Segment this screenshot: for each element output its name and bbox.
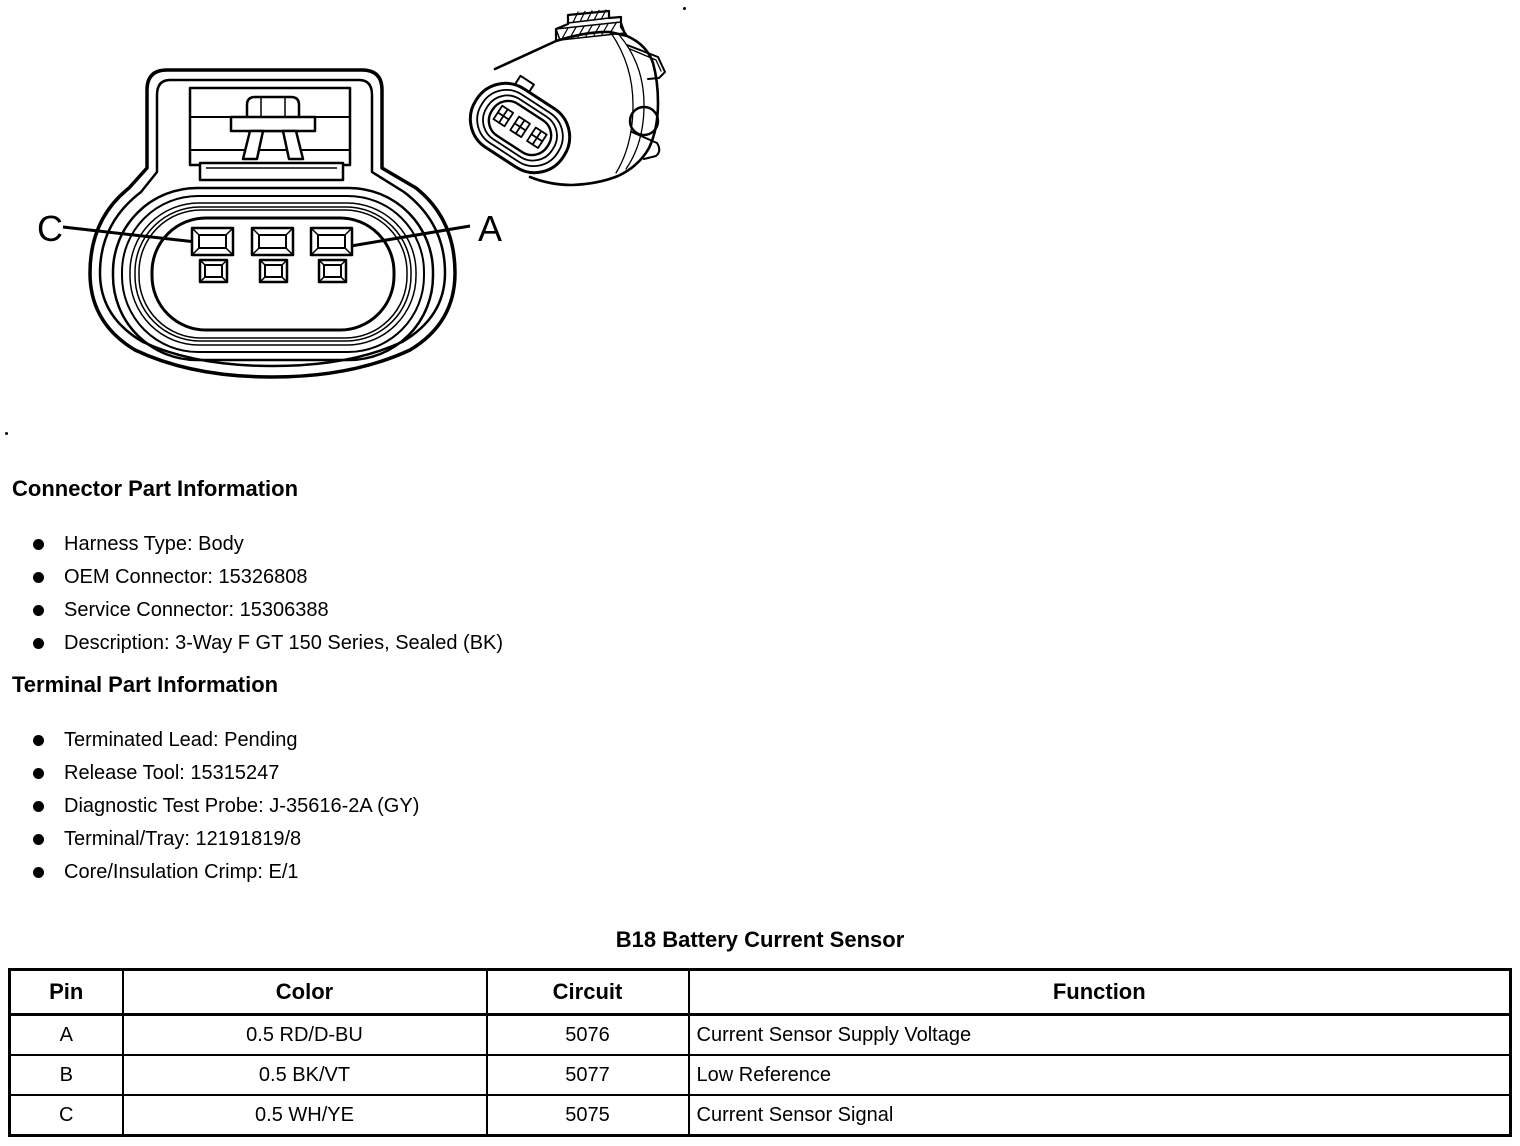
cell-circuit: 5075 — [487, 1095, 689, 1136]
bullet-icon — [33, 539, 44, 550]
cell-pin: A — [10, 1015, 123, 1056]
list-item — [33, 597, 329, 623]
cell-color: 0.5 WH/YE — [123, 1095, 487, 1136]
cell-color: 0.5 BK/VT — [123, 1055, 487, 1095]
col-header-pin: Pin — [10, 970, 123, 1015]
pin-a-label: A — [477, 208, 503, 249]
bullet-icon — [33, 605, 44, 616]
list-item-text: Harness Type: Body — [64, 533, 244, 555]
bullet-icon — [33, 834, 44, 845]
list-item-text: Terminated Lead: Pending — [64, 729, 298, 751]
pin-c-label: C — [37, 208, 63, 249]
terminal-part-info-heading: Terminal Part Information — [12, 672, 279, 697]
artifact-dot — [5, 432, 8, 435]
list-item-text: Diagnostic Test Probe: J-35616-2A (GY) — [64, 795, 420, 817]
table-row — [10, 1055, 1511, 1095]
list-item — [33, 826, 301, 852]
bullet-icon — [33, 801, 44, 812]
list-item-text: Terminal/Tray: 12191819/8 — [64, 828, 302, 850]
connector-front-view — [0, 55, 520, 407]
cell-circuit: 5077 — [487, 1055, 689, 1095]
cell-function: Current Sensor Supply Voltage — [689, 1015, 1511, 1056]
table-row — [10, 1095, 1511, 1136]
list-item — [33, 859, 299, 885]
bullet-icon — [33, 735, 44, 746]
list-item — [33, 760, 279, 786]
list-item — [33, 531, 244, 557]
bullet-icon — [33, 867, 44, 878]
cell-circuit: 5076 — [487, 1015, 689, 1056]
cell-function: Low Reference — [689, 1055, 1511, 1095]
table-header-row — [10, 970, 1511, 1015]
cell-function: Current Sensor Signal — [689, 1095, 1511, 1136]
connector-3d-view — [460, 5, 685, 205]
col-header-color: Color — [123, 970, 487, 1015]
col-header-function: Function — [689, 970, 1511, 1015]
list-item-text: Core/Insulation Crimp: E/1 — [64, 861, 299, 883]
list-item — [33, 630, 503, 656]
list-item-text: Description: 3-Way F GT 150 Series, Sealed (BK) — [64, 632, 504, 654]
list-item — [33, 793, 419, 819]
list-item-text: OEM Connector: 15326808 — [64, 566, 308, 588]
table-row — [10, 1015, 1511, 1056]
bullet-icon — [33, 572, 44, 583]
list-item — [33, 727, 298, 753]
list-item — [33, 564, 308, 590]
bullet-icon — [33, 768, 44, 779]
list-item-text: Release Tool: 15315247 — [64, 762, 280, 784]
list-item-text: Service Connector: 15306388 — [64, 599, 329, 621]
pinout-table — [8, 968, 1512, 1137]
cell-pin: B — [10, 1055, 123, 1095]
connector-part-info-heading: Connector Part Information — [12, 476, 299, 501]
cell-pin: C — [10, 1095, 123, 1136]
cell-color: 0.5 RD/D-BU — [123, 1015, 487, 1056]
col-header-circuit: Circuit — [487, 970, 689, 1015]
pinout-table-title: B18 Battery Current Sensor — [615, 927, 905, 952]
bullet-icon — [33, 638, 44, 649]
